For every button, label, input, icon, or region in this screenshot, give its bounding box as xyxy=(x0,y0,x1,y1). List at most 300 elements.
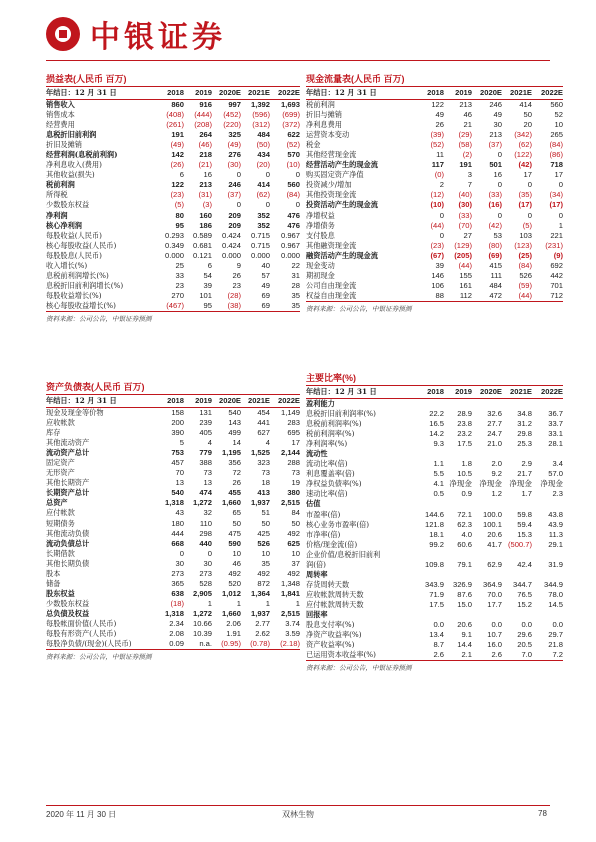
row-value: 0 xyxy=(439,230,444,240)
row-value: 71.9 xyxy=(429,589,444,599)
row-value: 23 xyxy=(232,280,241,290)
row-label: 企业价值/息税折旧前利 xyxy=(306,549,381,559)
table-row xyxy=(306,170,563,180)
table-row xyxy=(306,211,563,221)
row-value: (30) xyxy=(458,200,472,210)
row-value: 9.3 xyxy=(433,439,444,449)
row-value: (33) xyxy=(458,210,472,220)
row-value: 1,348 xyxy=(280,578,300,588)
row-value xyxy=(416,610,444,620)
row-value: 2.6 xyxy=(416,650,444,661)
row-value: 0.0 xyxy=(433,620,444,630)
row-value: 388 xyxy=(199,458,212,468)
row-value: 57 xyxy=(261,270,270,280)
row-value: 70 xyxy=(175,468,184,478)
row-value: (34) xyxy=(549,190,563,200)
row-value: 180 xyxy=(171,518,184,528)
row-label: 市净率(倍) xyxy=(306,529,341,539)
row-value: 540 xyxy=(228,408,241,417)
row-value xyxy=(532,610,563,620)
table-row xyxy=(46,120,300,130)
row-value: 1,195 xyxy=(221,448,241,458)
row-value: 101 xyxy=(199,290,212,300)
row-value: 87.6 xyxy=(457,589,472,599)
row-value: 484 xyxy=(489,280,502,290)
row-value: 1,841 xyxy=(280,588,300,598)
row-label: 经营费用 xyxy=(46,120,75,130)
table-row xyxy=(306,409,563,419)
table-row xyxy=(306,520,563,530)
table-row xyxy=(46,438,300,448)
table-row xyxy=(46,458,300,468)
row-value: 9 xyxy=(236,260,241,270)
row-value xyxy=(416,570,444,580)
row-value: 31.2 xyxy=(517,419,532,429)
row-value: 净现金 xyxy=(509,479,532,489)
row-value: 24.7 xyxy=(487,429,502,439)
row-value: 29.6 xyxy=(517,630,532,640)
table-row xyxy=(46,488,300,498)
row-value: (49) xyxy=(227,140,241,150)
row-value: 33.7 xyxy=(548,419,563,429)
row-value: 474 xyxy=(199,488,212,498)
row-value: 净现金 xyxy=(540,479,563,489)
row-value: 457 xyxy=(171,458,184,468)
row-value: (9) xyxy=(553,250,563,260)
row-value: 34.8 xyxy=(517,409,532,419)
row-label: 长期借款 xyxy=(46,548,75,558)
row-value: 80 xyxy=(175,210,184,220)
table-row xyxy=(46,130,300,140)
table-row xyxy=(306,200,563,210)
table-row xyxy=(306,469,563,479)
row-value: 8.7 xyxy=(433,640,444,650)
row-value: 246 xyxy=(228,180,241,190)
row-value: 103 xyxy=(519,230,532,240)
table-row xyxy=(306,231,563,241)
row-label: 核心业务市盈率(倍) xyxy=(306,519,370,529)
row-value: 415 xyxy=(489,260,502,270)
row-value: 122 xyxy=(171,180,184,190)
row-value: 14.2 xyxy=(429,429,444,439)
table-row xyxy=(46,281,300,291)
row-value: 414 xyxy=(257,180,270,190)
row-label: 净利润率(%) xyxy=(306,439,348,449)
row-value: (3) xyxy=(202,200,212,210)
table-row xyxy=(46,529,300,539)
table-header-row xyxy=(306,386,563,399)
row-value: 3.74 xyxy=(285,618,300,628)
row-label: 周转率 xyxy=(306,569,328,579)
row-value: 10.7 xyxy=(487,630,502,640)
row-value: 25.3 xyxy=(517,439,532,449)
row-label: 流动比率(倍) xyxy=(306,459,348,469)
row-value: (26) xyxy=(170,160,184,170)
row-value: 454 xyxy=(257,408,270,417)
row-value: (62) xyxy=(518,140,532,150)
row-value: 343.9 xyxy=(424,579,444,589)
table-row xyxy=(46,559,300,569)
row-value xyxy=(416,449,444,459)
row-value: 35 xyxy=(291,290,300,300)
row-value: 520 xyxy=(228,578,241,588)
row-value: 0 xyxy=(265,200,270,210)
row-value: 29.1 xyxy=(548,539,563,549)
fiscal-year-header: 年结日：12 月 31 日 xyxy=(46,395,156,408)
table-row xyxy=(46,251,300,261)
row-value: 425 xyxy=(257,528,270,538)
row-label: 每股净负债/(现金)(人民币) xyxy=(46,639,156,650)
row-value: (40) xyxy=(458,190,472,200)
row-value: 15.3 xyxy=(517,529,532,539)
year-column-header: 2021E xyxy=(241,87,270,100)
row-value: 54 xyxy=(203,270,212,280)
row-label: 税前利润 xyxy=(306,100,335,109)
table-row xyxy=(46,160,300,170)
row-value: 28.1 xyxy=(548,439,563,449)
row-value: (25) xyxy=(518,250,532,260)
row-value: 501 xyxy=(489,160,502,170)
table-row xyxy=(306,489,563,499)
row-value: 325 xyxy=(228,130,241,140)
brand-logo xyxy=(46,16,226,55)
balance-sheet-table xyxy=(46,395,300,650)
row-value: (84) xyxy=(549,140,563,150)
table-row xyxy=(46,261,300,271)
row-label: 税前利润率(%) xyxy=(306,429,355,439)
row-value: 10.39 xyxy=(192,629,212,639)
table-row xyxy=(46,170,300,180)
year-column-header: 2018 xyxy=(156,395,184,408)
year-column-header: 2018 xyxy=(416,87,444,100)
table-row xyxy=(306,499,563,509)
row-value: 50 xyxy=(291,518,300,528)
row-value: 59.4 xyxy=(517,519,532,529)
table-row xyxy=(306,160,563,170)
table-row xyxy=(306,590,563,600)
row-value: 186 xyxy=(199,220,212,230)
table-row xyxy=(306,429,563,439)
row-label: 其他流动负债 xyxy=(46,528,90,538)
table-row xyxy=(46,448,300,458)
income-statement-panel xyxy=(46,72,300,324)
row-value: 1.91 xyxy=(226,629,241,639)
year-column-header: 2019 xyxy=(444,87,472,100)
row-value: 413 xyxy=(257,488,270,498)
row-label: 已运用资本收益率(%) xyxy=(306,650,416,661)
row-value: 31.9 xyxy=(548,559,563,569)
row-value: 29.7 xyxy=(548,630,563,640)
row-value: 352 xyxy=(257,210,270,220)
table-row xyxy=(46,508,300,518)
row-value: 200 xyxy=(171,418,184,428)
row-value: 161 xyxy=(459,280,472,290)
header-rule xyxy=(46,60,550,61)
row-value: 2,905 xyxy=(192,588,212,598)
table-row xyxy=(306,271,563,281)
row-value xyxy=(444,570,472,580)
row-value: 43.9 xyxy=(548,519,563,529)
table-row xyxy=(46,498,300,508)
row-value: 440 xyxy=(199,538,212,548)
row-value: 1,318 xyxy=(164,498,184,508)
row-value: (52) xyxy=(286,140,300,150)
table-row xyxy=(46,589,300,599)
row-value: 209 xyxy=(228,220,241,230)
row-value: 1,272 xyxy=(192,608,212,618)
row-value: 264 xyxy=(199,130,212,140)
table-row xyxy=(306,120,563,130)
row-value: 17.7 xyxy=(487,599,502,609)
table-row xyxy=(46,211,300,221)
row-label: 折旧及摊销 xyxy=(46,140,82,150)
row-value: (31) xyxy=(198,190,212,200)
row-value: 14.4 xyxy=(457,640,472,650)
table-row xyxy=(306,449,563,459)
row-value: 13 xyxy=(203,478,212,488)
row-value: 0 xyxy=(236,200,241,210)
row-value: (37) xyxy=(488,140,502,150)
row-value: 560 xyxy=(287,180,300,190)
row-value: 155 xyxy=(459,270,472,280)
row-value: (58) xyxy=(458,140,472,150)
row-label: 净利润 xyxy=(46,210,68,220)
row-value: 17 xyxy=(554,170,563,180)
row-value: (17) xyxy=(518,200,532,210)
row-value: 221 xyxy=(550,230,563,240)
table-row xyxy=(306,439,563,449)
row-value: 99.2 xyxy=(429,539,444,549)
row-value: 5 xyxy=(179,438,184,448)
row-value: 0 xyxy=(179,548,184,558)
row-value: 100.0 xyxy=(482,509,502,519)
table-row xyxy=(46,629,300,639)
row-value: 526 xyxy=(257,538,270,548)
row-value: 36.7 xyxy=(548,409,563,419)
row-label: 利息覆盖率(倍) xyxy=(306,469,355,479)
row-value: 0 xyxy=(558,180,563,190)
row-value: (44) xyxy=(430,220,444,230)
row-value: (50) xyxy=(256,140,270,150)
row-value: 528 xyxy=(199,578,212,588)
table-row xyxy=(306,630,563,640)
row-label: 速动比率(倍) xyxy=(306,489,348,499)
row-label: 经营利润(息税前利润) xyxy=(46,150,118,160)
row-value: 638 xyxy=(171,588,184,598)
table-row xyxy=(46,221,300,231)
row-label: 应收帐款 xyxy=(46,418,75,428)
row-value: (5) xyxy=(522,220,532,230)
row-value: 14.5 xyxy=(548,599,563,609)
table-row xyxy=(306,600,563,610)
row-value: 109.8 xyxy=(424,559,444,569)
row-value: 2.3 xyxy=(552,489,563,499)
row-value: 11.3 xyxy=(548,529,563,539)
key-ratios-title: 主要比率(%) xyxy=(306,371,563,386)
row-label: 固定资产 xyxy=(46,458,75,468)
table-row xyxy=(46,140,300,150)
row-value: 0 xyxy=(295,170,300,180)
row-value: 570 xyxy=(287,150,300,160)
row-value: 442 xyxy=(550,270,563,280)
row-value: 49 xyxy=(261,280,270,290)
row-value: 1 xyxy=(236,598,241,608)
row-value: (10) xyxy=(286,160,300,170)
cash-flow-table xyxy=(306,87,563,302)
row-value: 2.08 xyxy=(169,629,184,639)
year-column-header: 2022E xyxy=(270,87,300,100)
row-label: 息税前利润增长(%) xyxy=(46,270,109,280)
row-value: 0.0 xyxy=(521,620,532,630)
table-row xyxy=(46,569,300,579)
row-value xyxy=(502,550,532,560)
row-value: 60.6 xyxy=(457,539,472,549)
row-value: 158 xyxy=(171,408,184,417)
row-label: 税前利润 xyxy=(46,180,75,190)
row-value: 3.4 xyxy=(552,459,563,469)
row-value: 390 xyxy=(171,428,184,438)
fiscal-year-header: 年结日：12 月 31 日 xyxy=(46,87,156,100)
row-label: 折旧与摊销 xyxy=(306,110,342,120)
row-value: 144.6 xyxy=(424,509,444,519)
row-value: 95 xyxy=(175,220,184,230)
row-value: (123) xyxy=(514,240,532,250)
row-value: 7.0 xyxy=(502,650,532,661)
row-value: 526 xyxy=(519,270,532,280)
row-value xyxy=(444,550,472,560)
row-label: 流动负债总计 xyxy=(46,538,90,548)
row-value: 492 xyxy=(287,528,300,538)
row-value: (37) xyxy=(227,190,241,200)
row-value: 3.59 xyxy=(285,629,300,639)
row-value: 142 xyxy=(171,150,184,160)
row-value: 53 xyxy=(493,230,502,240)
row-value: (38) xyxy=(212,301,241,312)
table-header-row xyxy=(46,395,300,408)
row-value: (5) xyxy=(174,200,184,210)
row-value: (16) xyxy=(488,200,502,210)
row-value: (17) xyxy=(549,200,563,210)
row-label: 息税折旧前利润率(%) xyxy=(306,409,376,419)
row-value xyxy=(416,550,444,560)
row-value: 1 xyxy=(207,598,212,608)
year-column-header: 2018 xyxy=(156,87,184,100)
row-label: 其他长期负债 xyxy=(46,558,90,568)
row-value: 1 xyxy=(295,598,300,608)
row-value: 1,364 xyxy=(250,588,270,598)
cash-flow-title: 现金流量表(人民币 百万) xyxy=(306,72,563,87)
row-value: 625 xyxy=(287,538,300,548)
table-row xyxy=(46,180,300,190)
row-label: 股本 xyxy=(46,568,61,578)
table-row xyxy=(46,301,300,312)
row-value: 72.1 xyxy=(457,509,472,519)
row-value: 1.7 xyxy=(521,489,532,499)
row-label: 回报率 xyxy=(306,609,328,619)
row-value: 32 xyxy=(203,508,212,518)
row-value: 50 xyxy=(261,518,270,528)
row-value xyxy=(502,610,532,620)
row-value: 30 xyxy=(493,120,502,130)
row-value: 2.62 xyxy=(255,629,270,639)
row-value: 2.6 xyxy=(472,650,502,661)
row-value: 27.7 xyxy=(487,419,502,429)
row-value xyxy=(502,570,532,580)
row-value: 112 xyxy=(444,291,472,302)
row-value: 0.589 xyxy=(192,230,212,240)
row-label: 经营活动产生的现金流 xyxy=(306,160,378,170)
row-value xyxy=(444,399,472,410)
row-value: 492 xyxy=(228,568,241,578)
year-column-header: 2019 xyxy=(184,87,212,100)
row-label: 应收帐款周转天数 xyxy=(306,589,364,599)
row-label: 运营资本变动 xyxy=(306,130,350,140)
table-row xyxy=(46,190,300,200)
cash-flow-panel xyxy=(306,72,563,314)
row-value: 57.0 xyxy=(548,469,563,479)
row-value: 364.9 xyxy=(482,579,502,589)
row-label: 购买固定资产净值 xyxy=(306,170,364,180)
row-label: 润(倍) xyxy=(306,559,326,569)
row-value: 0 xyxy=(295,200,300,210)
row-value: 69 xyxy=(241,301,270,312)
row-value: 32.6 xyxy=(487,409,502,419)
row-value: 0 xyxy=(527,210,532,220)
row-value: 0.121 xyxy=(192,250,212,260)
row-value: 622 xyxy=(287,130,300,140)
row-value: 10.5 xyxy=(457,469,472,479)
row-value: 46 xyxy=(463,110,472,120)
row-value: 860 xyxy=(171,100,184,109)
row-label: 销售收入 xyxy=(46,100,75,109)
table-row xyxy=(306,610,563,620)
row-value: 872 xyxy=(257,578,270,588)
row-value: (261) xyxy=(166,120,184,130)
row-value: 5.5 xyxy=(433,469,444,479)
row-value xyxy=(532,550,563,560)
row-value: 213 xyxy=(459,100,472,109)
row-value: 28 xyxy=(291,280,300,290)
table-row xyxy=(46,200,300,210)
year-column-header: 2022E xyxy=(532,87,563,100)
row-value xyxy=(444,499,472,509)
row-value: 0 xyxy=(439,210,444,220)
row-value: 13 xyxy=(175,478,184,488)
row-value: (49) xyxy=(170,140,184,150)
row-value: 6 xyxy=(207,260,212,270)
row-label: 支付股息 xyxy=(306,230,335,240)
table-row xyxy=(46,639,300,650)
row-label: 无形资产 xyxy=(46,468,75,478)
row-value: 2.34 xyxy=(169,618,184,628)
row-value: 701 xyxy=(550,280,563,290)
row-label: 流动性 xyxy=(306,449,328,459)
year-column-header: 2021E xyxy=(502,386,532,399)
row-value: 1 xyxy=(265,598,270,608)
footer-page-number: 78 xyxy=(538,809,547,818)
row-value: 41.7 xyxy=(487,539,502,549)
row-value: 21.8 xyxy=(548,640,563,650)
row-label: 息税前利润率(%) xyxy=(306,419,362,429)
table-row xyxy=(46,599,300,609)
row-value: (84) xyxy=(518,260,532,270)
row-value: 2.1 xyxy=(444,650,472,661)
row-label: 每股收益增长(%) xyxy=(46,290,102,300)
row-label: 每股股息(人民币) xyxy=(46,250,102,260)
row-label: 现金及现金等价物 xyxy=(46,408,104,417)
row-value: 0 xyxy=(558,210,563,220)
row-value: (62) xyxy=(256,190,270,200)
